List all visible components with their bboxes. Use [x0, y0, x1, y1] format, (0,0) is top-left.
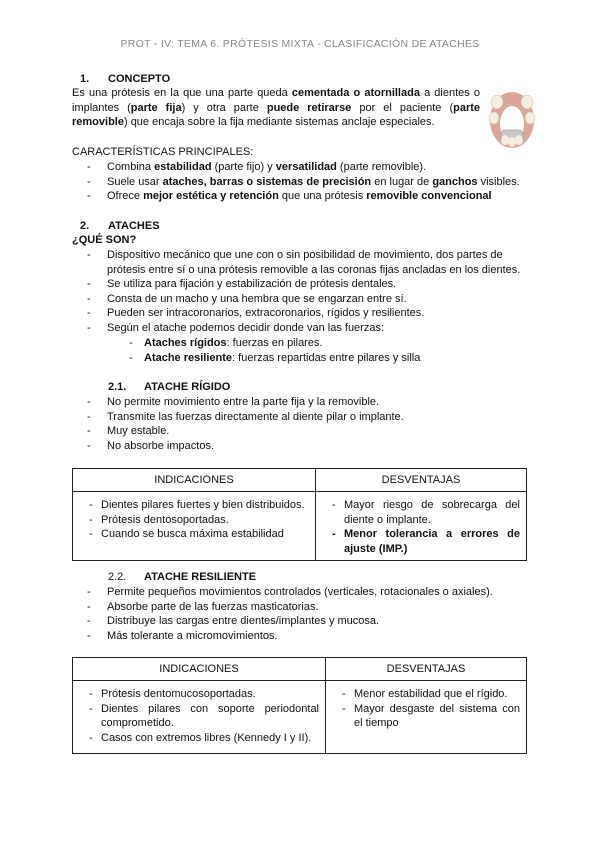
text: a dientes o implantes ( [72, 87, 481, 114]
indicaciones-list [79, 687, 319, 745]
section-1-heading [80, 72, 170, 87]
caracteristicas-title: CARACTERÍSTICAS PRINCIPALES: [72, 146, 254, 158]
list-item: - Menor estabilidad que el rígido. [332, 687, 520, 702]
section-title: ATACHES [108, 220, 160, 232]
denture-illustration [487, 80, 537, 154]
list-item: - Distribuye las cargas entre dientes/implantes y mucosa. [72, 614, 532, 629]
bold-text: estabilidad [154, 161, 212, 173]
bold-text: mejor estética y retención [143, 190, 279, 203]
list-item [72, 189, 532, 204]
list-item: - Absorbe parte de las fuerzas masticatorias. [72, 600, 532, 615]
bold-text: Atache resiliente [144, 351, 233, 364]
text: Ofrece [107, 190, 144, 203]
column-header: DESVENTAJAS [326, 658, 527, 681]
indicaciones-cell [73, 492, 316, 561]
list-item: - Pueden ser intracoronarios, extracoronarios, rígidos y resilientes. [72, 306, 532, 321]
list-item: - Prótesis dentomucosoportadas. [79, 687, 319, 702]
bold-text: ganchos [432, 175, 478, 188]
text: ) que encaja sobre la fija mediante sistemas anclaje especiales. [123, 116, 435, 129]
list-item: - Dientes pilares con soporte periodontal comprometido. [79, 702, 319, 731]
concepto-paragraph [72, 86, 480, 130]
list-item: - No absorbe impactos. [72, 439, 532, 454]
atache-resiliente-list [72, 585, 532, 643]
indicaciones-cell [73, 681, 326, 754]
list-item: - Dispositivo mecánico que une con o sin posibilidad de movimiento, dos partes de prótesis entre sí o una prótesis removible a las coronas fijas ancladas en los dientes. [72, 248, 532, 277]
text: : fuerzas en pilares. [226, 337, 323, 349]
bold-text: removible convencional [366, 190, 492, 203]
text: ) y otra parte [181, 101, 267, 114]
section-number: 2. [80, 220, 90, 232]
list-item: - Transmite las fuerzas directamente al diente pilar o implante. [72, 410, 532, 425]
column-header: INDICACIONES [73, 658, 326, 681]
list-item: - Prótesis dentosoportadas. [79, 513, 309, 528]
fuerzas-sublist [120, 336, 500, 365]
list-item [120, 351, 500, 366]
section-2-heading [80, 219, 160, 234]
list-item: - Más tolerante a micromovimientos. [72, 629, 532, 644]
list-item [72, 160, 532, 175]
list-item: - Dientes pilares fuertes y bien distribuidos. [79, 498, 309, 513]
ataches-list [72, 248, 532, 336]
list-item [120, 336, 500, 351]
text: Suele usar [107, 175, 163, 188]
desventajas-cell [316, 492, 527, 561]
resiliente-table [72, 657, 527, 754]
desventajas-list [322, 498, 520, 556]
desventajas-cell [326, 681, 527, 754]
section-title: ATACHE RÍGIDO [144, 381, 231, 393]
list-item: - Se utiliza para fijación y estabilización de prótesis dentales. [72, 277, 532, 292]
list-item: - No permite movimiento entre la parte fija y la removible. [72, 395, 532, 410]
bold-text: parte removible [72, 101, 481, 129]
list-item: - Muy estable. [72, 424, 532, 439]
column-header: INDICACIONES [73, 469, 316, 492]
bold-text: versatilidad [275, 161, 337, 173]
list-item: - Menor tolerancia a errores de ajuste (IMP.) [322, 527, 520, 556]
text: Combina [107, 161, 155, 173]
caracteristicas-list [72, 160, 532, 204]
text: (parte fijo) y [211, 161, 276, 173]
list-item: - Casos con extremos libres (Kennedy I y II). [79, 731, 319, 746]
bold-text: cementada o atornillada [291, 87, 420, 99]
text: visibles. [477, 175, 520, 188]
text: Es una prótesis en la que una parte queda [72, 87, 292, 99]
indicaciones-list [79, 498, 309, 542]
list-item [72, 175, 532, 190]
list-item: - Consta de un macho y una hembra que se engarzan entre sí. [72, 292, 532, 307]
section-2-2-heading [108, 570, 256, 585]
list-item: - Permite pequeños movimientos controlados (verticales, rotacionales o axiales). [72, 585, 532, 600]
list-item: - Mayor riesgo de sobrecarga del diente o implante. [322, 498, 520, 527]
text: en lugar de [371, 175, 433, 188]
section-number: 2.2. [108, 571, 127, 583]
section-number: 1. [80, 73, 90, 85]
list-item: - Según el atache podemos decidir donde van las fuerzas: [72, 321, 532, 336]
list-item: - Cuando se busca máxima estabilidad [79, 527, 309, 542]
text: por el paciente ( [351, 101, 454, 114]
list-item: - Mayor desgaste del sistema con el tiempo [332, 702, 520, 731]
column-header: DESVENTAJAS [316, 469, 527, 492]
page-header: PROT - IV: TEMA 6. PRÓTESIS MIXTA - CLASIFICACIÓN DE ATACHES [120, 38, 480, 50]
section-title: ATACHE RESILIENTE [144, 571, 257, 583]
bold-text: parte fija [130, 101, 182, 114]
section-number: 2.1. [108, 381, 127, 393]
bold-text: puede retirarse [266, 101, 352, 114]
text: : fuerzas repartidas entre pilares y silla [232, 351, 421, 364]
bold-text: ataches, barras o sistemas de precisión [162, 175, 372, 188]
section-title: CONCEPTO [108, 73, 171, 85]
atache-rigido-list [72, 395, 532, 453]
rigido-table [72, 468, 527, 561]
que-son-heading: ¿QUÉ SON? [72, 234, 137, 246]
desventajas-list [332, 687, 520, 731]
text: que una prótesis [278, 190, 367, 203]
text: (parte removible). [336, 161, 427, 173]
prosthesis-image [487, 80, 537, 154]
section-2-1-heading [108, 380, 230, 395]
bold-text: Ataches rígidos [144, 337, 227, 349]
